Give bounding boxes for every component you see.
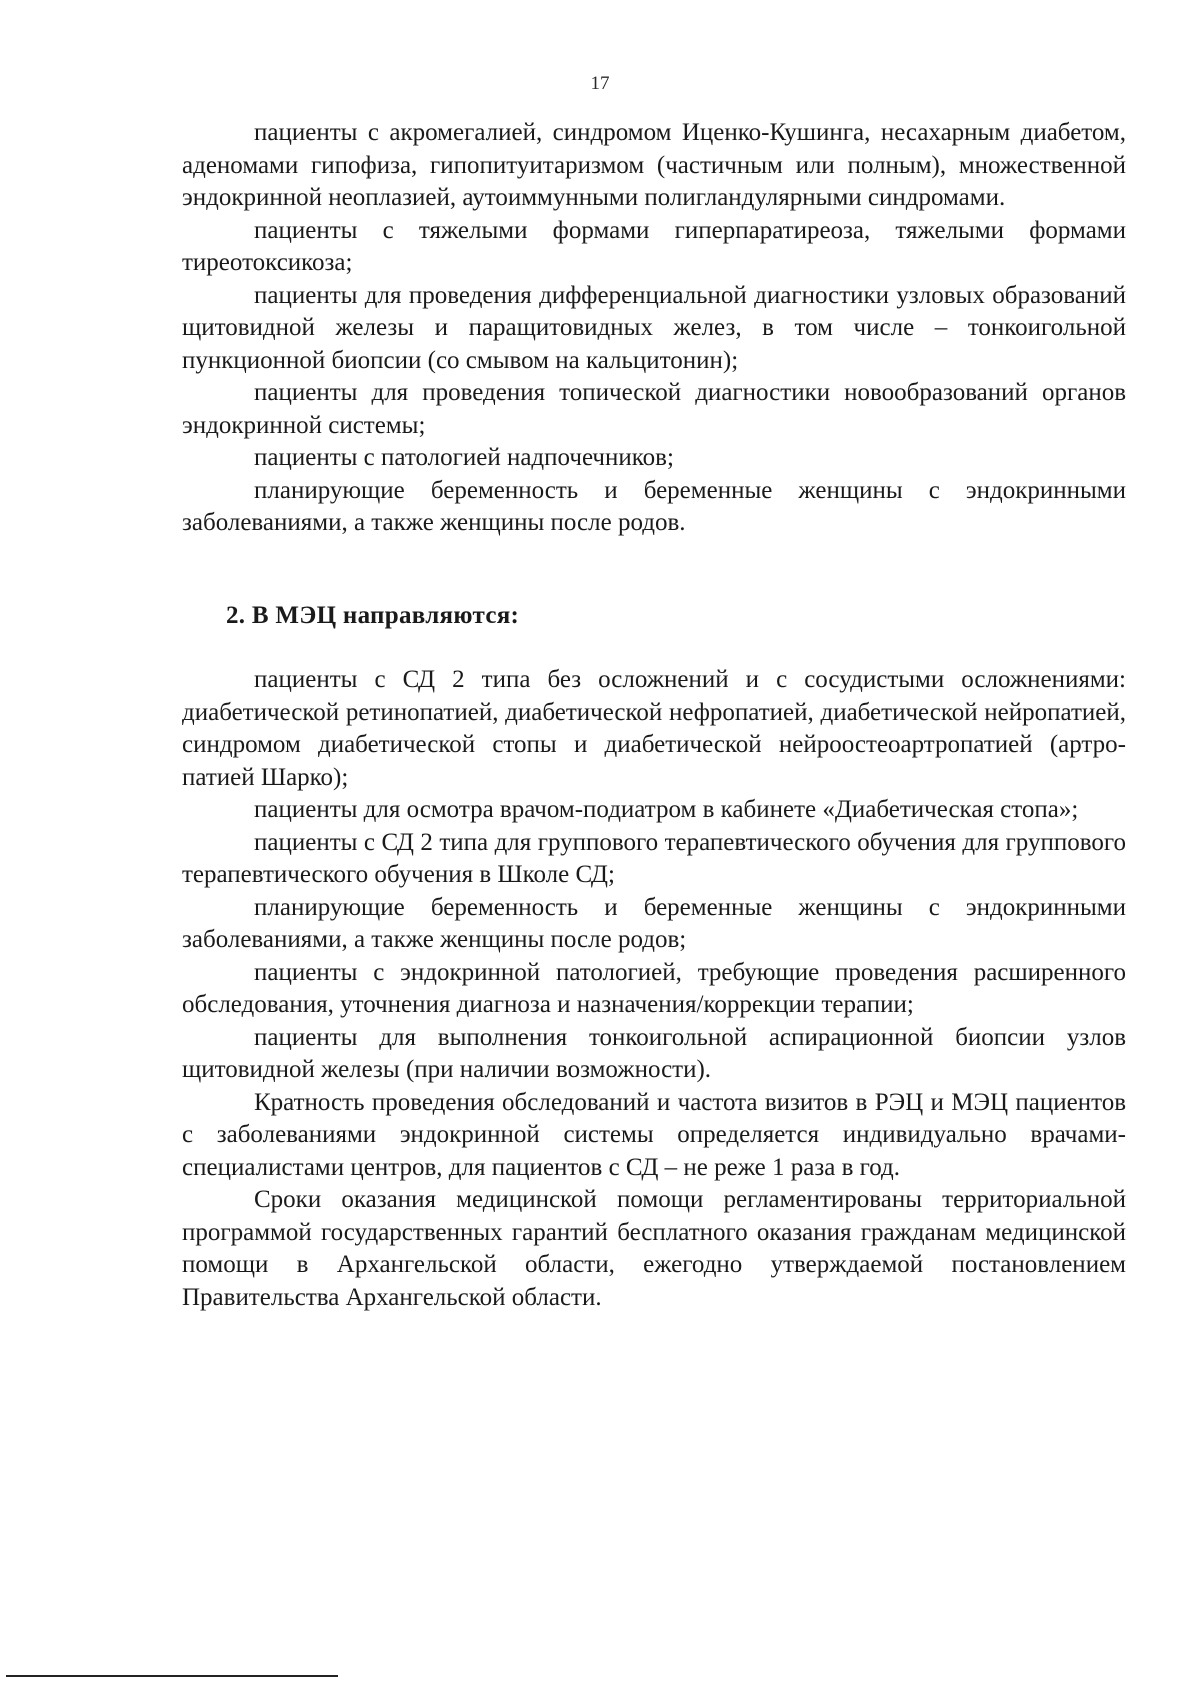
section-2-text xyxy=(182,664,1126,1314)
paragraph: пациенты с СД 2 типа для группового терапевтического обучения для группового терапевтического обучения в Школе СД; xyxy=(182,828,1126,888)
paragraph: пациенты для выполнения тонкоигольной аспирационной биопсии узлов щитовидной железы (при наличии возможности). xyxy=(182,1023,1126,1083)
paragraph: пациенты с СД 2 типа без осложнений и с сосудистыми осложнениями: диабетической ретинопатией, диабетической нефропатией, диабетической нейропатией, синдромом диабетической стопы и диабетической нейроостеоартропатией (артро- патией Шарко); xyxy=(182,666,1126,791)
paragraph: Кратность проведения обследований и частота визитов в РЭЦ и МЭЦ пациентов с заболеваниями эндокринной системы определяется индивидуально врачами-специалистами центров, для пациентов с СД – не реже 1 раза в год. xyxy=(182,1088,1126,1181)
paragraph: пациенты с тяжелыми формами гиперпаратиреоза, тяжелыми формами тиреотоксикоза; xyxy=(182,216,1126,276)
paragraph: планирующие беременность и беременные женщины с эндокринными заболеваниями, а также женщины после родов; xyxy=(182,893,1126,953)
paragraph: планирующие беременность и беременные женщины с эндокринными заболеваниями, а также женщины после родов. xyxy=(182,476,1126,536)
paragraph: пациенты с акромегалией, синдромом Иценко-Кушинга, несахарным диабетом, аденомами гипофиза, гипопитуитаризмом (частичным или полным), множественной эндокринной неоплазией, аутоиммунными полигландулярными синдромами. xyxy=(182,119,1126,211)
page-number: 17 xyxy=(590,73,610,94)
footnote-separator-line xyxy=(6,1675,338,1677)
section-heading: 2. В МЭЦ направляются: xyxy=(226,602,520,629)
paragraph: пациенты с патологией надпочечников; xyxy=(254,444,674,471)
paragraph: пациенты для проведения дифференциальной диагностики узловых образований щитовидной железы и паращитовидных желез, в том числе – тонкоигольной пункционной биопсии (со смывом на кальцитонин); xyxy=(182,281,1126,374)
paragraph: пациенты для осмотра врачом-подиатром в кабинете «Диабетическая стопа»; xyxy=(254,796,1079,823)
paragraph: пациенты с эндокринной патологией, требующие проведения расширенного обследования, уточнения диагноза и назначения/коррекции терапии; xyxy=(182,958,1126,1018)
section-1-text xyxy=(182,117,1126,540)
paragraph: Сроки оказания медицинской помощи регламентированы территориальной программой государственных гарантий бесплатного оказания гражданам медицинской помощи в Архангельской области, ежегодно утверждаемой постановлением Правительства Архангельской области. xyxy=(182,1186,1126,1311)
paragraph: пациенты для проведения топической диагностики новообразований органов эндокринной системы; xyxy=(182,379,1126,439)
